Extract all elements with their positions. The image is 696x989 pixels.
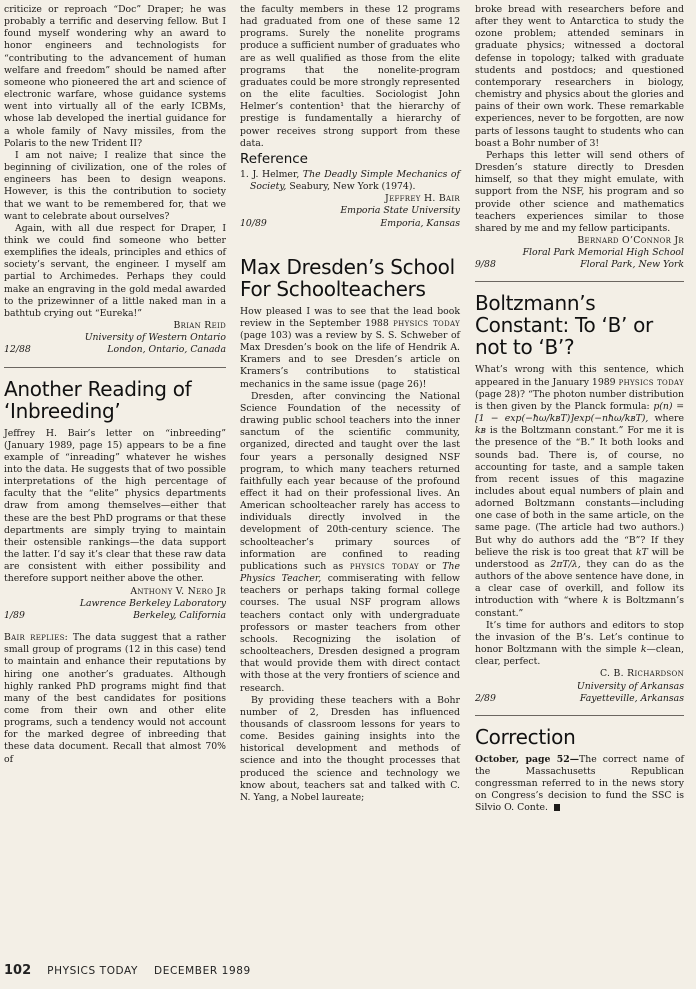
column-1 [4, 4, 226, 766]
letter-date: 12/88 [4, 344, 31, 356]
reference-heading: Reference [240, 150, 308, 167]
letter-date: 9/88 [475, 259, 496, 271]
page-footer [4, 963, 251, 978]
reply-text: The data suggest that a rather small group of programs (12 in this case) tend to maintain and enhance their reputations by hiring one another’s graduates. Although highly ranked PhD programs might find that many of the best candidates for positions come from their own and other elite programs, such a tendency would not account for the marked degree of inbreeding that these data document. Recall that almost 70% of [4, 632, 226, 765]
column-3 [475, 4, 684, 815]
letter-affiliation: Floral Park Memorial High School [522, 247, 684, 259]
letter-affiliation: University of Arkansas [576, 680, 684, 692]
headline-correction: Correction [475, 724, 576, 749]
text-run: is Boltzmann’s constant.” [475, 595, 684, 619]
letter-place: Berkeley, California [133, 609, 226, 621]
text-run: What’s wrong with this sentence, which appeared in the January 1989 [475, 364, 684, 388]
letter-signature: Bernard O’Connor Jr [577, 234, 684, 246]
headline-inbreeding: Another Reading of ‘Inbreeding’ [4, 376, 192, 423]
reply-paragraph [4, 632, 226, 766]
letter-dateline [240, 218, 460, 230]
headline-dresden: Max Dresden’s School For Schoolteachers [240, 254, 455, 301]
symbol-k: k [602, 595, 609, 607]
letter-place: London, Ontario, Canada [107, 344, 226, 356]
letter-paragraph: I am not naive; I realize that since the beginning of civilization, one of the roles of engineers has been to design weapons. However, is this the contribution to society that we want to be remembered for, that we want to celebrate about ourselves? [4, 149, 226, 222]
correction-lead: October, page 52— [475, 753, 580, 765]
symbol-k: k [640, 644, 647, 656]
correction-paragraph [475, 754, 684, 815]
reference-item [240, 169, 460, 193]
text-run: or [425, 560, 436, 572]
reference-author: J. Helmer, [252, 168, 300, 180]
letter-date: 1/89 [4, 609, 25, 621]
letter-affiliation: Lawrence Berkeley Laboratory [79, 597, 226, 609]
letter-dateline [475, 259, 684, 271]
text-run: It’s time for authors and editors to stop the invasion of the B’s. Let’s continue to honor Boltzmann with the simple [475, 619, 684, 656]
letter-paragraph [240, 306, 460, 391]
letter-continued-text: broke bread with researchers before and after they went to Antarctica to study the ozone problem; attended seminars in graduate physics; witnessed a doctoral defense in topology; talked with graduate students and postdocs; and questioned contemporary researchers in biology, chemistry and physics about the glories and pains of their own work. These remarkable experiences, never to be forgotten, are now parts of lessons taught to students who can boast a Bohr number of 3! [475, 4, 684, 149]
text-run: commiserating with fellow teachers or perhaps taking formal college courses. The usual NSF program allows teachers contact only with undergraduate professors or master teachers from other schools. Recognizing the isolation of schoolteachers, Dresden designed a program that would provide them with direct contact with those at the very frontiers of science and research. [240, 573, 460, 694]
divider [4, 367, 226, 368]
reply-lead: Bair replies: [4, 632, 69, 644]
symbol-kt: kT [635, 546, 648, 558]
letter-paragraph: Perhaps this letter will send others of Dresden’s stature directly to Dresden himself, so that they might emulate, with support from the NSF, his program and so provide other science and mathematics teachers experiences similar to those shared by me and my fellow participants. [475, 149, 684, 234]
text-run: (page 28)? “The photon number distribution is then given by the Planck formula: [475, 388, 684, 412]
reply-continued-text: the faculty members in these 12 programs had graduated from one of these same 12 programs. Surely the nonelite programs produce a sufficient number of graduates who are as well qualified as those from the elite programs that the nonelite-program graduates could be more strongly represented on the elite faculties. Sociologist John Helmer’s contention¹ that the hierarchy of prestige is fundamentally a hierarchy of power receives strong support from these data. [240, 4, 460, 149]
letter-date: 2/89 [475, 692, 496, 704]
magazine-name: physics today [349, 560, 419, 572]
text-run: —clean, clear, perfect. [475, 644, 684, 668]
reference-title: The Deadly Simple Mechanics of Society, [250, 168, 460, 193]
reference-publisher: Seabury, New York (1974). [289, 181, 416, 193]
column-2 [240, 4, 460, 804]
text-run: (page 103) was a review by S. S. Schweber of Max Dresden’s book on the life of Hendrik A. Kramers and to see Dresden’s article on Kramers’s contributions to statistical mechanics in the same issue (page 26)! [240, 329, 460, 390]
letter-continued-text: criticize or reproach “Doc” Draper; he was probably a terrific and deserving fellow. But I found myself wondering why an award to honor engineers and technologists for “contributing to the advancement of human welfare and freedom” should be named after someone who pioneered the art and science of electronic warfare, whose guidance systems went into virtually all of the early ICBMs, whose lab developed the inertial guidance for a whole family of Navy missiles, from the Polaris to the new Trident II? [4, 4, 226, 149]
journal-name: The Physics Teacher, [240, 560, 460, 585]
letter-dateline [475, 693, 684, 705]
symbol-kb: kʙ [475, 425, 486, 437]
letter-dateline [4, 610, 226, 622]
issue-date: DECEMBER 1989 [154, 965, 251, 977]
text-run: How pleased I was to see that the lead book review in the September 1988 [240, 305, 460, 329]
letter-affiliation: University of Western Ontario [84, 332, 226, 344]
letter-place: Floral Park, New York [580, 259, 684, 271]
correction-text: The correct name of the Massachusetts Republican congressman referred to in the news story on Congress’s decision to fund the SSC is Silvio O. Conte. [475, 753, 684, 814]
letter-signature: Anthony V. Nero Jr [130, 585, 226, 597]
headline-boltzmann: Boltzmann’s Constant: To ‘B’ or not to ‘B’? [475, 291, 653, 360]
end-mark-icon [554, 804, 560, 811]
letter-paragraph [475, 620, 684, 669]
letter-signature: Brian Reid [173, 320, 226, 332]
letter-signature: Jeffrey H. Bair [385, 193, 460, 205]
magazine-name: physics today [393, 317, 460, 329]
letter-signature: C. B. Richardson [599, 668, 684, 680]
letter-paragraph [240, 391, 460, 695]
letter-affiliation: Emporia State University [340, 205, 460, 217]
text-run: will be understood as [475, 546, 684, 570]
reference-number: 1. [240, 168, 249, 180]
letter-paragraph: Jeffrey H. Bair’s letter on “inbreeding” (January 1989, page 15) appears to be a fine example of “inreading” whatever he wishes into the data. He suggests that of two possible interpretations of the high percentage of faculty that the “elite” physics departments draw from among themselves—either that these are the best PhD programs or that these departments are simply trying to maintain their ostensible rankings—the data support the latter. I’d say it’s clear that these raw data are consistent with either possibility and therefore support neither above the other. [4, 427, 226, 585]
letter-date: 10/89 [240, 217, 267, 229]
divider [475, 281, 684, 282]
text-run: Dresden, after convincing the National Science Foundation of the necessity of drawing public school teachers into the inner sanctum of the scientific community, organized, directed and taught over the last four years a personally designed NSF program, to which many teachers returned faithfully each year because of the profound effect it had on their professional lives. An American schoolteacher rarely has access to individuals directly involved in the development of 20th-century science. The schoolteacher’s primary sources of information are confined to reading publications such as [240, 390, 460, 572]
letter-dateline [4, 344, 226, 356]
letter-paragraph: Again, with all due respect for Draper, I think we could find someone who better exemplifies the ideals, principles and ethics of society’s servant, the engineer. I myself am partial to Archimedes. Perhaps they could make an engraving in the gold medal awarded to the prizewinner of a little naked man in a bathtub crying out “Eureka!” [4, 222, 226, 319]
letter-paragraph: By providing these teachers with a Bohr number of 2, Dresden has influenced thousands of classroom lessons for years to come. Besides gaining insights into the historical development and methods of science and into the thought processes that produced the science and technology we know about, teachers sat and talked with C. N. Yang, a Nobel laureate; [240, 694, 460, 803]
magazine-title: PHYSICS TODAY [47, 965, 139, 977]
page-number: 102 [4, 963, 32, 978]
text-run: they can do as the authors of the above sentence have done, in a clear case of overkill, and follow its introduction with “where [475, 558, 684, 607]
divider [475, 715, 684, 716]
magazine-name: physics today [618, 376, 684, 388]
letter-place: Fayetteville, Arkansas [579, 692, 684, 704]
expression: 2πT/λ, [550, 558, 581, 570]
text-run: where [654, 413, 684, 425]
letter-paragraph [475, 364, 684, 619]
text-run: is the Boltzmann constant.” For me it is the presence of the “B.” It both looks and sounds bad. There is, of course, no accounting for taste, and a sample taken from recent issues of this magazine includes about equal numbers of plain and adorned Boltzmann constants—including one case of both in the same article, on the same page. (The article had two authors.) But why do authors add the “B”? If they believe the risk is too great that [475, 425, 684, 558]
planck-formula: p(n) = [1 − exp(−ħω/kʙT)]exp(−nħω/kʙT), [475, 400, 684, 425]
letter-place: Emporia, Kansas [380, 217, 460, 229]
